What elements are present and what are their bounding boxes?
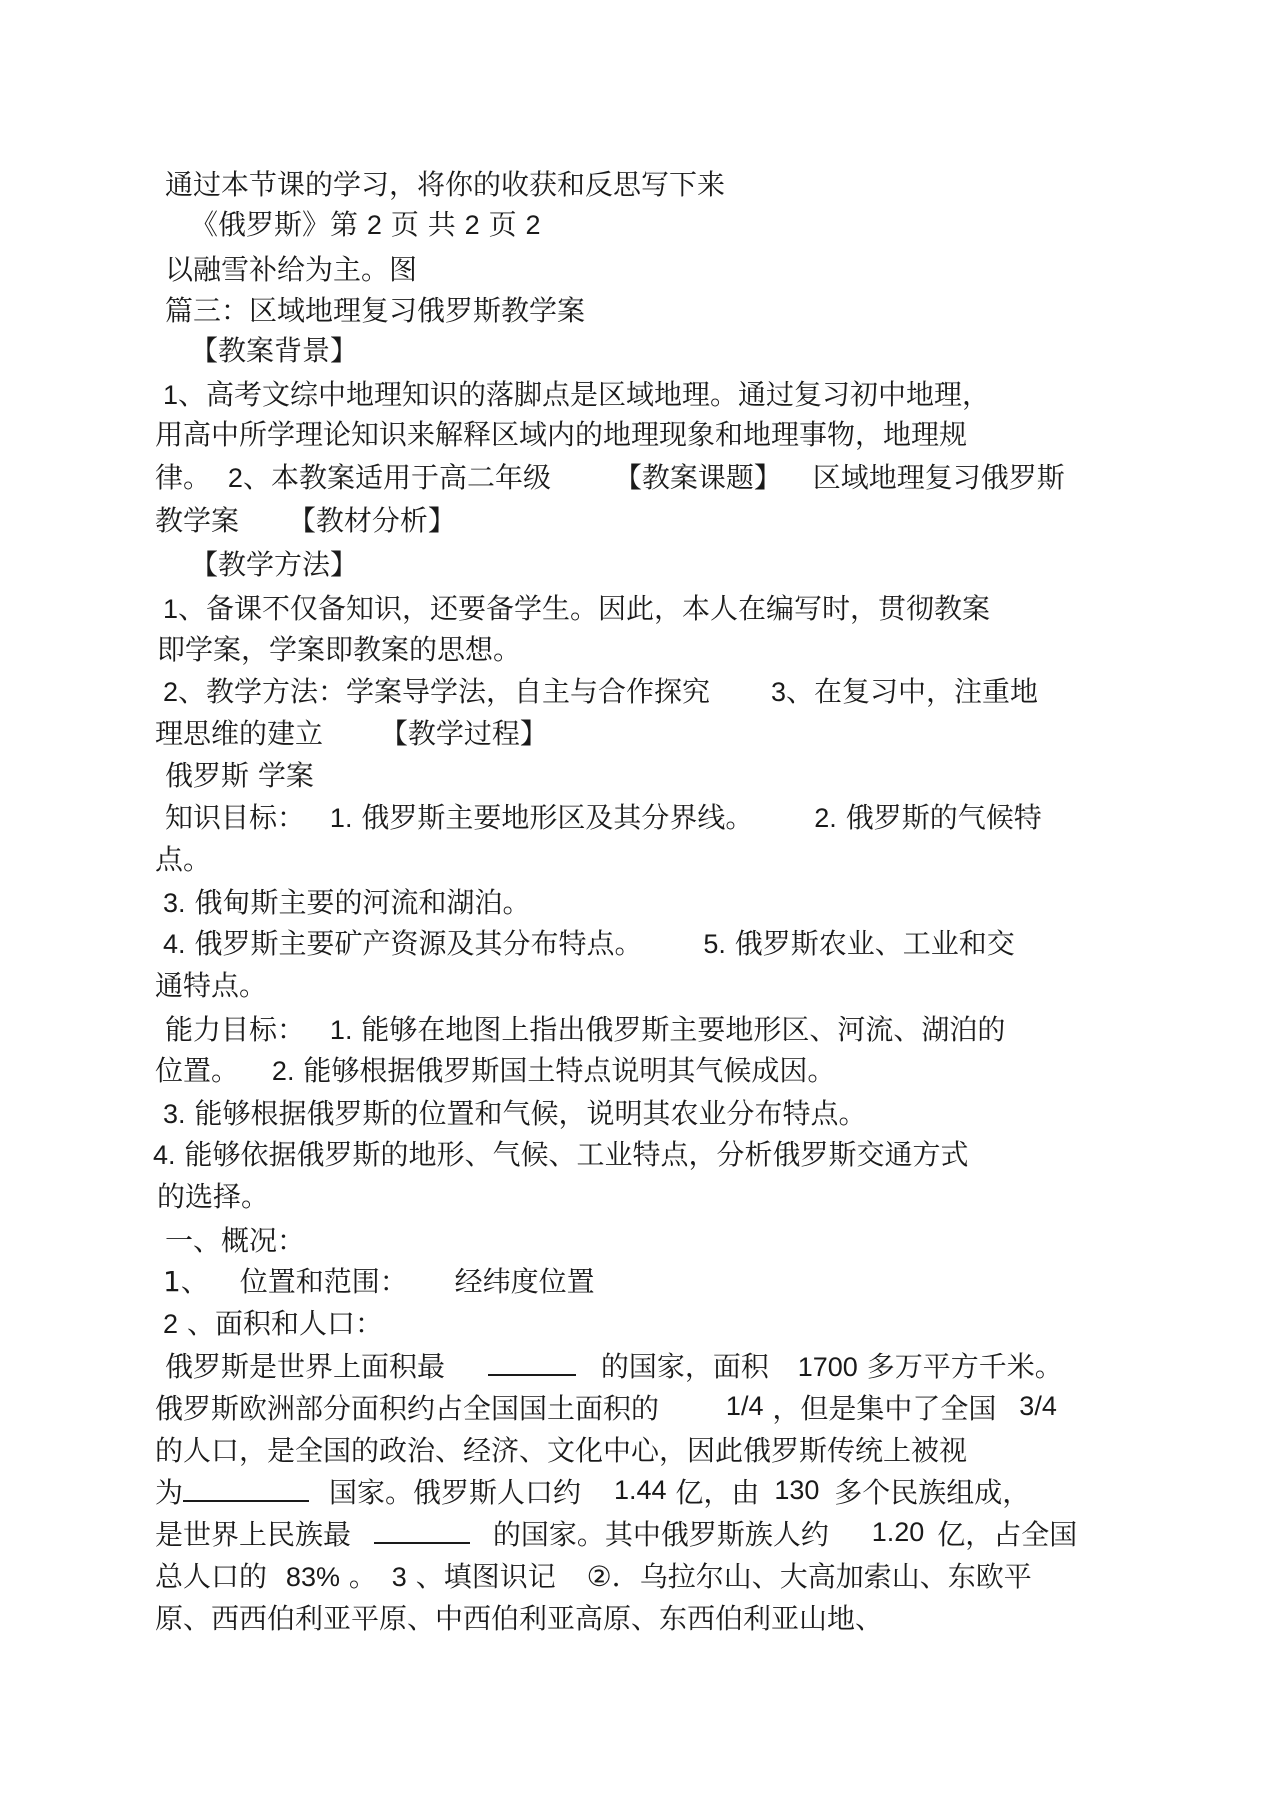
text-line: 1、备课不仅备知识，还要备学生。因此，本人在编写时，贯彻教案 bbox=[163, 592, 991, 625]
text-line: 律。 2、本教案适用于高二年级 【教案课题】 区域地理复习俄罗斯 bbox=[155, 461, 1065, 494]
fill-blank bbox=[183, 1476, 309, 1502]
section-title: 篇三：区域地理复习俄罗斯教学案 bbox=[165, 294, 586, 327]
text-line: 为 国家。俄罗斯人口约 1.44 亿，由 130 多个民族组成， bbox=[155, 1475, 1031, 1509]
text-line: 4. 能够依据俄罗斯的地形、气候、工业特点，分析俄罗斯交通方式 bbox=[153, 1138, 969, 1171]
text-line: 以融雪补给为主。图 bbox=[165, 253, 418, 286]
text-line: 俄罗斯是世界上面积最 的国家，面积 1700 多万平方千米。 bbox=[165, 1350, 1063, 1383]
text-line: 4. 俄罗斯主要矿产资源及其分布特点。 5. 俄罗斯农业、工业和交 bbox=[163, 927, 1015, 960]
text-line: 1、高考文综中地理知识的落脚点是区域地理。通过复习初中地理， bbox=[163, 378, 991, 411]
text-line: 2、教学方法：学案导学法，自主与合作探究 3、在复习中，注重地 bbox=[163, 675, 1038, 708]
text-line: 能力目标： 1. 能够在地图上指出俄罗斯主要地形区、河流、湖泊的 bbox=[165, 1013, 1006, 1046]
text-line: 原、西西伯利亚平原、中西伯利亚高原、东西伯利亚山地、 bbox=[155, 1602, 884, 1635]
text-line: 3. 俄甸斯主要的河流和湖泊。 bbox=[163, 886, 531, 919]
text-line: 知识目标： 1. 俄罗斯主要地形区及其分界线。 2. 俄罗斯的气候特 bbox=[165, 801, 1042, 834]
text-line: 点。 bbox=[155, 843, 212, 876]
text-line: 1、 位置和范围： 经纬度位置 bbox=[163, 1265, 595, 1298]
text-line: 教学案 【教材分析】 bbox=[155, 504, 456, 537]
heading-lesson-background: 【教案背景】 bbox=[190, 334, 359, 367]
text-line: 总人口的 83% 。 3 、填图识记 ②．乌拉尔山、大高加索山、东欧平 bbox=[155, 1560, 1032, 1593]
text-line: 的人口，是全国的政治、经济、文化中心，因此俄罗斯传统上被视 bbox=[155, 1434, 968, 1467]
text-line: 的选择。 bbox=[157, 1180, 270, 1213]
fill-blank bbox=[374, 1518, 470, 1544]
text-line: 用高中所学理论知识来解释区域内的地理现象和地理事物，地理规 bbox=[155, 418, 968, 451]
page-footer-line: 《俄罗斯》第 2 页 共 2 页 2 bbox=[190, 208, 541, 241]
text-line: 是世界上民族最 的国家。其中俄罗斯族人约 1.20 亿，占全国 bbox=[155, 1517, 1078, 1551]
text-line: 2 、面积和人口： bbox=[163, 1307, 383, 1340]
fill-blank bbox=[488, 1350, 576, 1376]
text-line: 通过本节课的学习，将你的收获和反思写下来 bbox=[165, 168, 726, 201]
heading-teaching-method: 【教学方法】 bbox=[190, 548, 359, 581]
text-line: 通特点。 bbox=[155, 969, 268, 1002]
text-line: 位置。 2. 能够根据俄罗斯国土特点说明其气候成因。 bbox=[155, 1054, 836, 1087]
text-line: 俄罗斯 学案 bbox=[165, 759, 314, 792]
section-heading: 一、概况： bbox=[165, 1224, 306, 1257]
text-line: 俄罗斯欧洲部分面积约占全国国土面积的 1/4 ，但是集中了全国 3/4 bbox=[155, 1391, 1057, 1425]
text-line: 即学案，学案即教案的思想。 bbox=[157, 633, 522, 666]
text-line: 理思维的建立 【教学过程】 bbox=[155, 717, 548, 750]
text-line: 3. 能够根据俄罗斯的位置和气候，说明其农业分布特点。 bbox=[163, 1097, 867, 1130]
